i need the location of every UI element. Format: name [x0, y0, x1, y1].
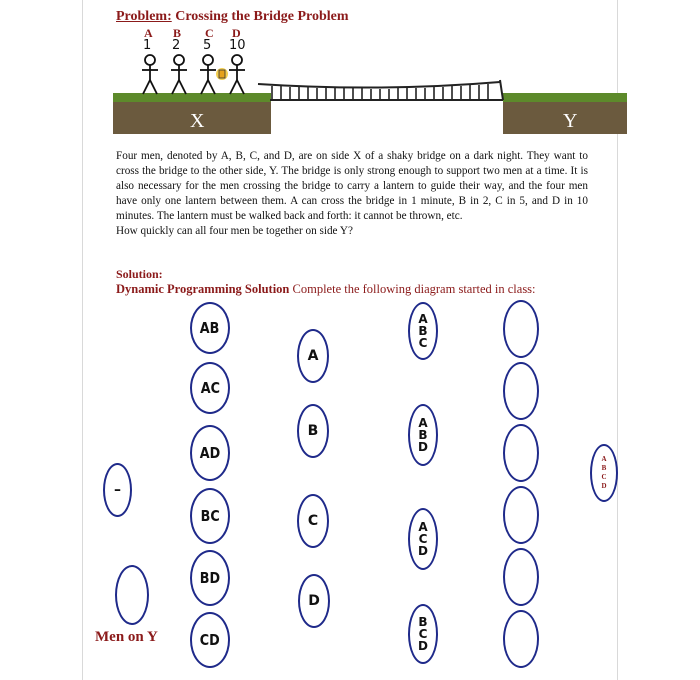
problem-label: Problem:: [116, 9, 172, 24]
pair-label-cd: CD: [200, 631, 220, 649]
triple-label-abc: A B C: [418, 312, 428, 350]
blank-node-5: [503, 548, 539, 606]
blank-node-4: [503, 486, 539, 544]
grass-right: [503, 93, 627, 102]
dp-instruction: [116, 282, 536, 297]
problem-name: Crossing the Bridge Problem: [175, 9, 349, 24]
dp-instruction-text: Complete the following diagram started in class:: [292, 282, 536, 296]
pair-label-bd: BD: [199, 569, 221, 587]
triple-label-bcd: B C D: [418, 615, 428, 653]
man-time-b: 2: [172, 38, 181, 53]
man-letter-a: A: [144, 26, 153, 40]
triple-node-acd: [408, 508, 438, 570]
pair-label-ab: AB: [200, 319, 220, 337]
pair-label-bc: BC: [200, 507, 220, 525]
single-node-c: [297, 494, 329, 548]
problem-question: How quickly can all four men be together on side Y?: [116, 225, 353, 237]
man-time-d: 10: [229, 38, 246, 53]
pair-node-bc: [190, 488, 230, 544]
pair-node-ab: [190, 302, 230, 354]
side-x-label: X: [190, 110, 205, 132]
man-letter-c: C: [205, 26, 214, 40]
single-node-d: [298, 574, 330, 628]
single-node-a: [297, 329, 329, 383]
pair-node-cd: [190, 612, 230, 668]
man-letter-d: D: [232, 26, 241, 40]
bridge-rope: [258, 82, 500, 88]
stick-figures: [142, 55, 245, 94]
solution-label: Solution:: [116, 267, 163, 281]
stick-figure-b: [171, 55, 187, 94]
problem-text: Four men, denoted by A, B, C, and D, are on side X of a shaky bridge on a dark night. They want to cross the bridge to the other side, Y. The bridge is only strong enough to support two men at a time. It is also necessary for the men crossing the bridge to carry a lantern to guide their way, and the four men have only one lantern between them. A can cross the bridge in 1 minute, B in 2, C in 5, and D in 10 minutes. The lantern must be walked back and forth: it cannot be thrown, etc.: [116, 150, 588, 222]
triple-label-abd: A B D: [418, 416, 428, 454]
men-on-y-label: Men on Y: [95, 629, 158, 645]
dp-heading: Dynamic Programming Solution: [116, 282, 290, 296]
triple-node-bcd: [408, 604, 438, 664]
pair-node-ad: [190, 425, 230, 481]
final-label-abcd: A B C D: [601, 455, 607, 490]
problem-paragraph: [116, 149, 588, 239]
start-state-node: [103, 463, 132, 517]
pair-label-ac: AC: [200, 379, 220, 397]
bridge-illustration: [0, 0, 700, 140]
men-on-y-start-node: [115, 565, 149, 625]
triple-label-acd: A C D: [418, 520, 428, 558]
single-label-c: C: [307, 513, 319, 529]
man-time-c: 5: [203, 38, 212, 53]
start-state-label: –: [114, 482, 121, 498]
stick-figure-a: [142, 55, 158, 94]
stick-figure-d: [229, 55, 245, 94]
blank-node-6: [503, 610, 539, 668]
lantern-icon: [216, 68, 228, 80]
triple-node-abd: [408, 404, 438, 466]
man-time-a: 1: [143, 38, 152, 53]
final-node-abcd: [590, 444, 618, 502]
pair-node-ac: [190, 362, 230, 414]
single-label-b: B: [307, 423, 319, 439]
pair-label-ad: AD: [199, 444, 221, 462]
man-letter-b: B: [173, 26, 182, 40]
blank-node-3: [503, 424, 539, 482]
blank-node-1: [503, 300, 539, 358]
single-label-a: A: [307, 348, 319, 364]
stick-figure-c: [200, 55, 216, 94]
side-y-label: Y: [563, 110, 578, 132]
pair-node-bd: [190, 550, 230, 606]
grass-left: [113, 93, 271, 102]
blank-node-2: [503, 362, 539, 420]
bridge-post-right: [500, 80, 503, 100]
single-node-b: [297, 404, 329, 458]
single-label-d: D: [308, 593, 320, 609]
triple-node-abc: [408, 302, 438, 360]
